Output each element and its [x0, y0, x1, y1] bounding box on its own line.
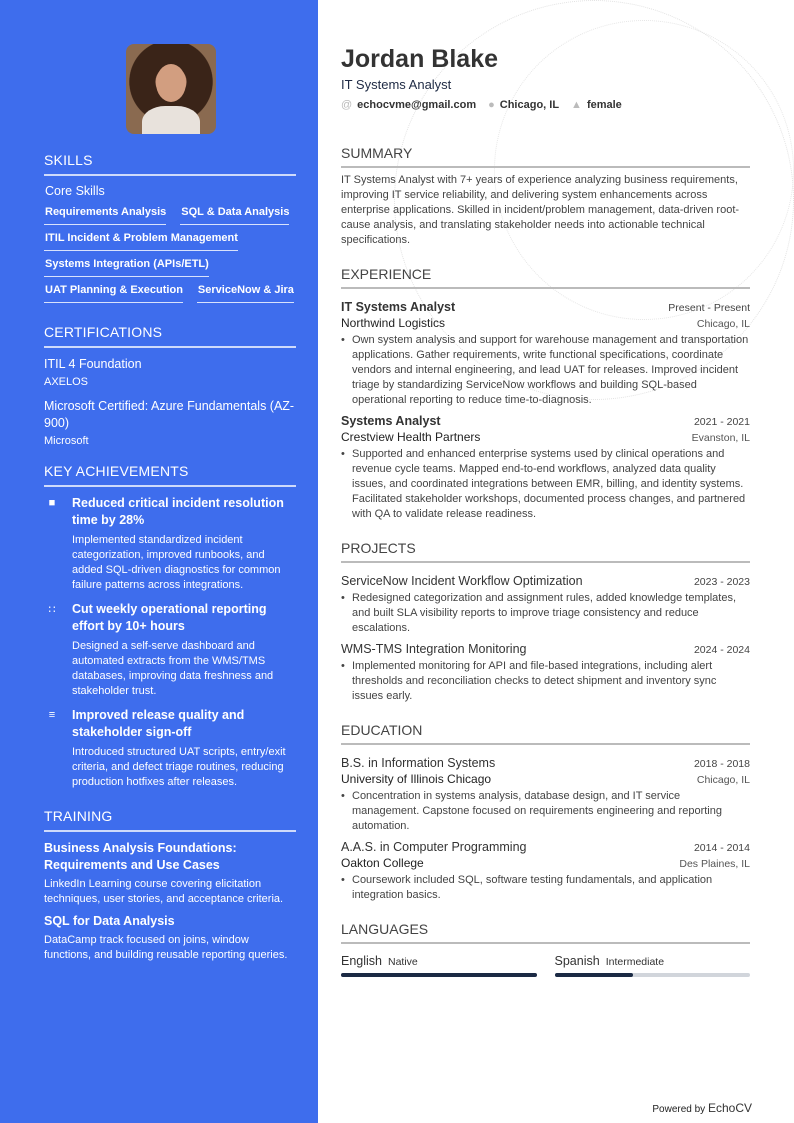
language-name: Spanish [554, 954, 600, 968]
achievement-desc: Implemented standardized incident categorization, improved runbooks, and added SQL-driven diagnostics for common failure patterns across integrations. [72, 534, 281, 591]
project-item [341, 568, 750, 636]
proficiency-fill [341, 973, 537, 977]
lines-icon: ≡ [48, 709, 56, 721]
school-location: Des Plaines, IL [679, 858, 750, 870]
email: echocvme@gmail.com [357, 99, 477, 111]
skills-heading: SKILLS [44, 152, 296, 176]
training-item [44, 913, 296, 963]
company: Northwind Logistics [341, 316, 446, 330]
training-desc: LinkedIn Learning course covering elicitation techniques, user stories, and acceptance criteria. [44, 878, 284, 905]
summary-text: IT Systems Analyst with 7+ years of experience analyzing business requirements, improving IT service reliability, and delivering system enhancements across enterprise applications. Skilled in incident/problem management, data-driven root-cause analysis, and translating stakeholder needs into actionable technical specifications. [341, 174, 740, 246]
skill-item: Systems Integration (APIs/ETL) [44, 254, 209, 277]
skill-item: Requirements Analysis [44, 202, 166, 225]
project-dates: 2024 - 2024 [693, 644, 750, 656]
project-bullet: • Redesigned categorization and assignment rules, added knowledge templates, and built SLA visibility reports to improve triage consistency and reduce escalations. [341, 591, 750, 636]
powered-by [652, 1101, 752, 1115]
achievement-title: Cut weekly operational reporting effort by 10+ hours [72, 602, 267, 633]
language-name: English [341, 954, 382, 968]
proficiency-fill [555, 973, 633, 977]
job-dates: 2021 - 2021 [693, 416, 750, 428]
achievement-item [44, 601, 296, 699]
cert-title: ITIL 4 Foundation [44, 357, 142, 371]
education-heading: EDUCATION [341, 722, 750, 745]
achievement-title: Reduced critical incident resolution time by 28% [72, 496, 284, 527]
school: Oakton College [341, 856, 424, 870]
dashed-circle-icon: ∷ [48, 604, 56, 616]
cert-org: Microsoft [44, 435, 89, 447]
languages-heading: LANGUAGES [341, 921, 750, 944]
language-item [555, 952, 751, 977]
certification-item [44, 398, 296, 447]
powered-by-text: Powered by [652, 1104, 706, 1115]
skill-item: ITIL Incident & Problem Management [44, 228, 238, 251]
skills-subheading: Core Skills [45, 184, 105, 198]
training-title: SQL for Data Analysis [44, 914, 175, 928]
degree: A.A.S. in Computer Programming [341, 840, 527, 854]
person-icon: ▲ [571, 99, 582, 111]
school-location: Chicago, IL [696, 774, 750, 786]
sidebar [0, 0, 318, 1123]
skill-item: ServiceNow & Jira [197, 280, 294, 303]
brand-link[interactable]: EchoCV [707, 1101, 752, 1115]
education-bullet: • Concentration in systems analysis, database design, and IT service management. Capstone focused on requirements engineering and reporting automation. [341, 789, 750, 834]
proficiency-bar [341, 973, 537, 977]
project-title: WMS-TMS Integration Monitoring [341, 642, 527, 656]
education-dates: 2018 - 2018 [693, 758, 750, 770]
training-item [44, 840, 296, 907]
skills-list [44, 202, 296, 306]
education-item [341, 834, 750, 903]
job-bullet: • Supported and enhanced enterprise systems used by clinical operations and revenue cycle teams. Mapped end-to-end workflows, analyzed data quality issues, and coordinated integrations between EMR, billing, and identity systems. Facilitated stakeholder workshops, documented process changes, and partnered with QA to validate release readiness. [341, 447, 750, 522]
achievement-title: Improved release quality and stakeholder sign-off [72, 708, 245, 739]
project-title: ServiceNow Incident Workflow Optimization [341, 574, 583, 588]
cert-title: Microsoft Certified: Azure Fundamentals (AZ-900) [44, 399, 295, 430]
summary-heading: SUMMARY [341, 145, 750, 168]
education-dates: 2014 - 2014 [693, 842, 750, 854]
language-level: Native [388, 956, 418, 968]
experience-item [341, 294, 750, 408]
profile-photo [126, 44, 216, 134]
school: University of Illinois Chicago [341, 772, 492, 786]
training-heading: TRAINING [44, 808, 296, 832]
proficiency-bar [555, 973, 751, 977]
briefcase-icon: ■ [48, 497, 56, 509]
project-dates: 2023 - 2023 [693, 576, 750, 588]
gender: female [586, 99, 622, 111]
achievements-heading: KEY ACHIEVEMENTS [44, 463, 296, 487]
languages-list [341, 952, 750, 977]
degree: B.S. in Information Systems [341, 756, 496, 770]
achievement-item [44, 707, 296, 790]
skill-item: UAT Planning & Execution [44, 280, 183, 303]
training-title: Business Analysis Foundations: Requirements and Use Cases [44, 841, 237, 872]
location-pin-icon: ● [488, 99, 495, 111]
job-title: Systems Analyst [341, 414, 441, 428]
company: Crestview Health Partners [341, 430, 481, 444]
achievement-item [44, 495, 296, 593]
skill-item: SQL & Data Analysis [180, 202, 289, 225]
project-item [341, 636, 750, 704]
project-bullet: • Implemented monitoring for API and file-based integrations, including alert thresholds and reconciliation checks to detect shipment and inventory sync issues early. [341, 659, 750, 704]
job-location: Evanston, IL [691, 432, 750, 444]
cert-org: AXELOS [44, 376, 89, 388]
at-icon: @ [341, 99, 353, 111]
job-dates: Present - Present [668, 302, 750, 314]
achievement-desc: Introduced structured UAT scripts, entry/exit criteria, and defect triage routines, reducing production hotfixes after releases. [72, 746, 286, 788]
training-desc: DataCamp track focused on joins, window functions, and building reusable reporting queries. [44, 934, 288, 961]
language-level: Intermediate [605, 956, 665, 968]
job-bullet: • Own system analysis and support for warehouse management and transportation applications. Gather requirements, write functional specifications, coordinate vendors and internal engineering, and lead UAT for releases. Improved incident triage by standardizing ServiceNow workflows and building SQL-based operational reporting to reduce time-to-diagnosis. [341, 333, 750, 408]
projects-heading: PROJECTS [341, 540, 750, 563]
contact-row [341, 99, 750, 111]
experience-heading: EXPERIENCE [341, 266, 750, 289]
achievement-desc: Designed a self-serve dashboard and automated extracts from the WMS/TMS databases, improving data freshness and stakeholder trust. [72, 640, 274, 697]
experience-item [341, 408, 750, 522]
candidate-title: IT Systems Analyst [341, 77, 452, 92]
job-location: Chicago, IL [696, 318, 750, 330]
certifications-heading: CERTIFICATIONS [44, 324, 296, 348]
education-item [341, 750, 750, 834]
certification-item [44, 356, 296, 388]
candidate-name: Jordan Blake [341, 45, 499, 73]
location: Chicago, IL [499, 99, 560, 111]
main-content [341, 44, 750, 977]
job-title: IT Systems Analyst [341, 300, 456, 314]
education-bullet: • Coursework included SQL, software testing fundamentals, and application integration basics. [341, 873, 750, 903]
language-item [341, 952, 537, 977]
